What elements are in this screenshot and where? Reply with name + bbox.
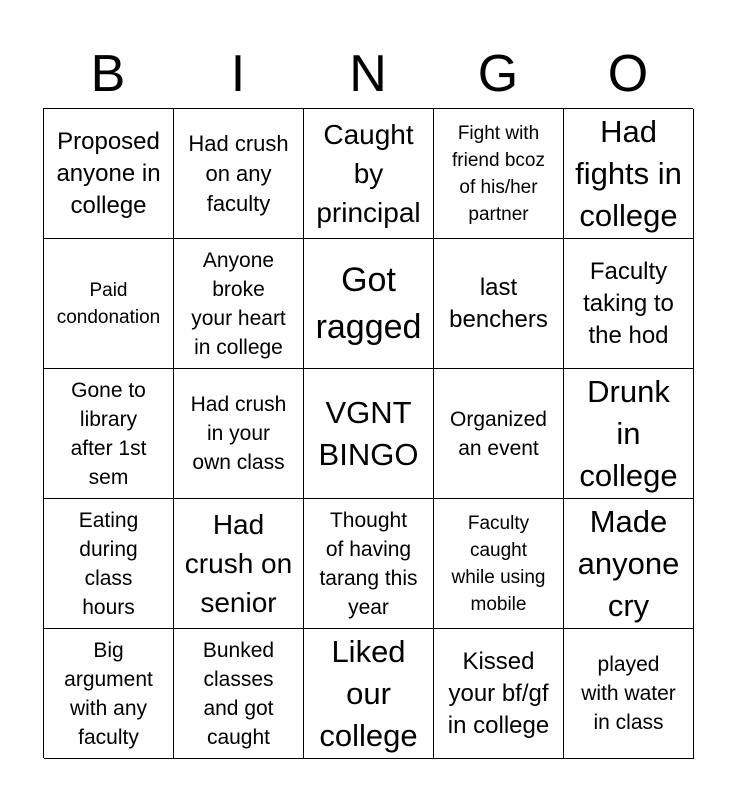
bingo-cell-r4-c2[interactable]: [174, 499, 304, 629]
bingo-cell-text: played with water in class: [581, 653, 676, 734]
bingo-cell-text: Faculty taking to the hod: [583, 257, 674, 349]
bingo-cell-text: Big argument with any faculty: [64, 638, 153, 749]
bingo-header: [43, 40, 693, 108]
bingo-cell-r2-c1[interactable]: [44, 239, 174, 369]
bingo-cell-text: Got ragged: [315, 260, 422, 346]
bingo-cell-r4-c4[interactable]: [434, 499, 564, 629]
bingo-cell-r2-c2[interactable]: [174, 239, 304, 369]
bingo-cell-text: Thought of having tarang this year: [319, 508, 418, 619]
bingo-cell-text: Faculty caught while using mobile: [451, 512, 546, 615]
bingo-cell-r1-c5[interactable]: [564, 109, 694, 239]
bingo-cell-text: Made anyone cry: [577, 503, 680, 623]
bingo-cell-r4-c3[interactable]: [304, 499, 434, 629]
bingo-cell-r4-c5[interactable]: [564, 499, 694, 629]
bingo-cell-r5-c5[interactable]: [564, 629, 694, 759]
bingo-cell-text: Caught by principal: [316, 119, 421, 228]
bingo-cell-r2-c3[interactable]: [304, 239, 434, 369]
bingo-cell-r3-c4[interactable]: [434, 369, 564, 499]
bingo-cell-r5-c1[interactable]: [44, 629, 174, 759]
bingo-cell-text: Had fights in college: [575, 113, 682, 233]
bingo-cell-text: Paid condonation: [56, 279, 161, 328]
bingo-cell-r1-c4[interactable]: [434, 109, 564, 239]
bingo-cell-r3-c5[interactable]: [564, 369, 694, 499]
bingo-cell-text: Bunked classes and got caught: [202, 638, 275, 749]
bingo-cell-r2-c5[interactable]: [564, 239, 694, 369]
bingo-cell-r5-c3[interactable]: [304, 629, 434, 759]
bingo-cell-text: Had crush in your own class: [190, 393, 287, 474]
bingo-cell-text: last benchers: [449, 273, 548, 333]
bingo-cell-text: Kissed your bf/gf in college: [447, 647, 550, 739]
bingo-board: [43, 108, 693, 758]
bingo-cell-text: Eating during class hours: [78, 508, 139, 619]
bingo-cell-r4-c1[interactable]: [44, 499, 174, 629]
bingo-cell-text: Liked our college: [319, 633, 418, 753]
bingo-cell-text: Had crush on senior: [184, 509, 293, 618]
header-letter-b: B: [90, 45, 126, 103]
bingo-cell-text: Fight with friend bcoz of his/her partner: [452, 122, 545, 225]
bingo-cell-text: Proposed anyone in college: [56, 127, 161, 219]
bingo-cell-r3-c1[interactable]: [44, 369, 174, 499]
bingo-cell-text: Anyone broke your heart in college: [191, 248, 286, 359]
header-letter-n: N: [349, 45, 387, 103]
bingo-cell-text: VGNT BINGO: [318, 394, 419, 472]
bingo-cell-r1-c2[interactable]: [174, 109, 304, 239]
bingo-cell-r3-c2[interactable]: [174, 369, 304, 499]
bingo-cell-r1-c3[interactable]: [304, 109, 434, 239]
bingo-cell-text: Organized an event: [450, 407, 547, 460]
header-letter-o: O: [607, 45, 649, 103]
bingo-cell-text: Had crush on any faculty: [188, 130, 289, 216]
bingo-cell-r5-c2[interactable]: [174, 629, 304, 759]
bingo-cell-r2-c4[interactable]: [434, 239, 564, 369]
bingo-cell-r5-c4[interactable]: [434, 629, 564, 759]
header-letter-i: I: [230, 45, 246, 103]
bingo-cell-r1-c1[interactable]: [44, 109, 174, 239]
header-letter-g: G: [477, 45, 519, 103]
bingo-cell-text: Gone to library after 1st sem: [70, 378, 147, 489]
bingo-cell-text: Drunk in college: [579, 373, 678, 493]
bingo-free-space[interactable]: [304, 369, 434, 499]
